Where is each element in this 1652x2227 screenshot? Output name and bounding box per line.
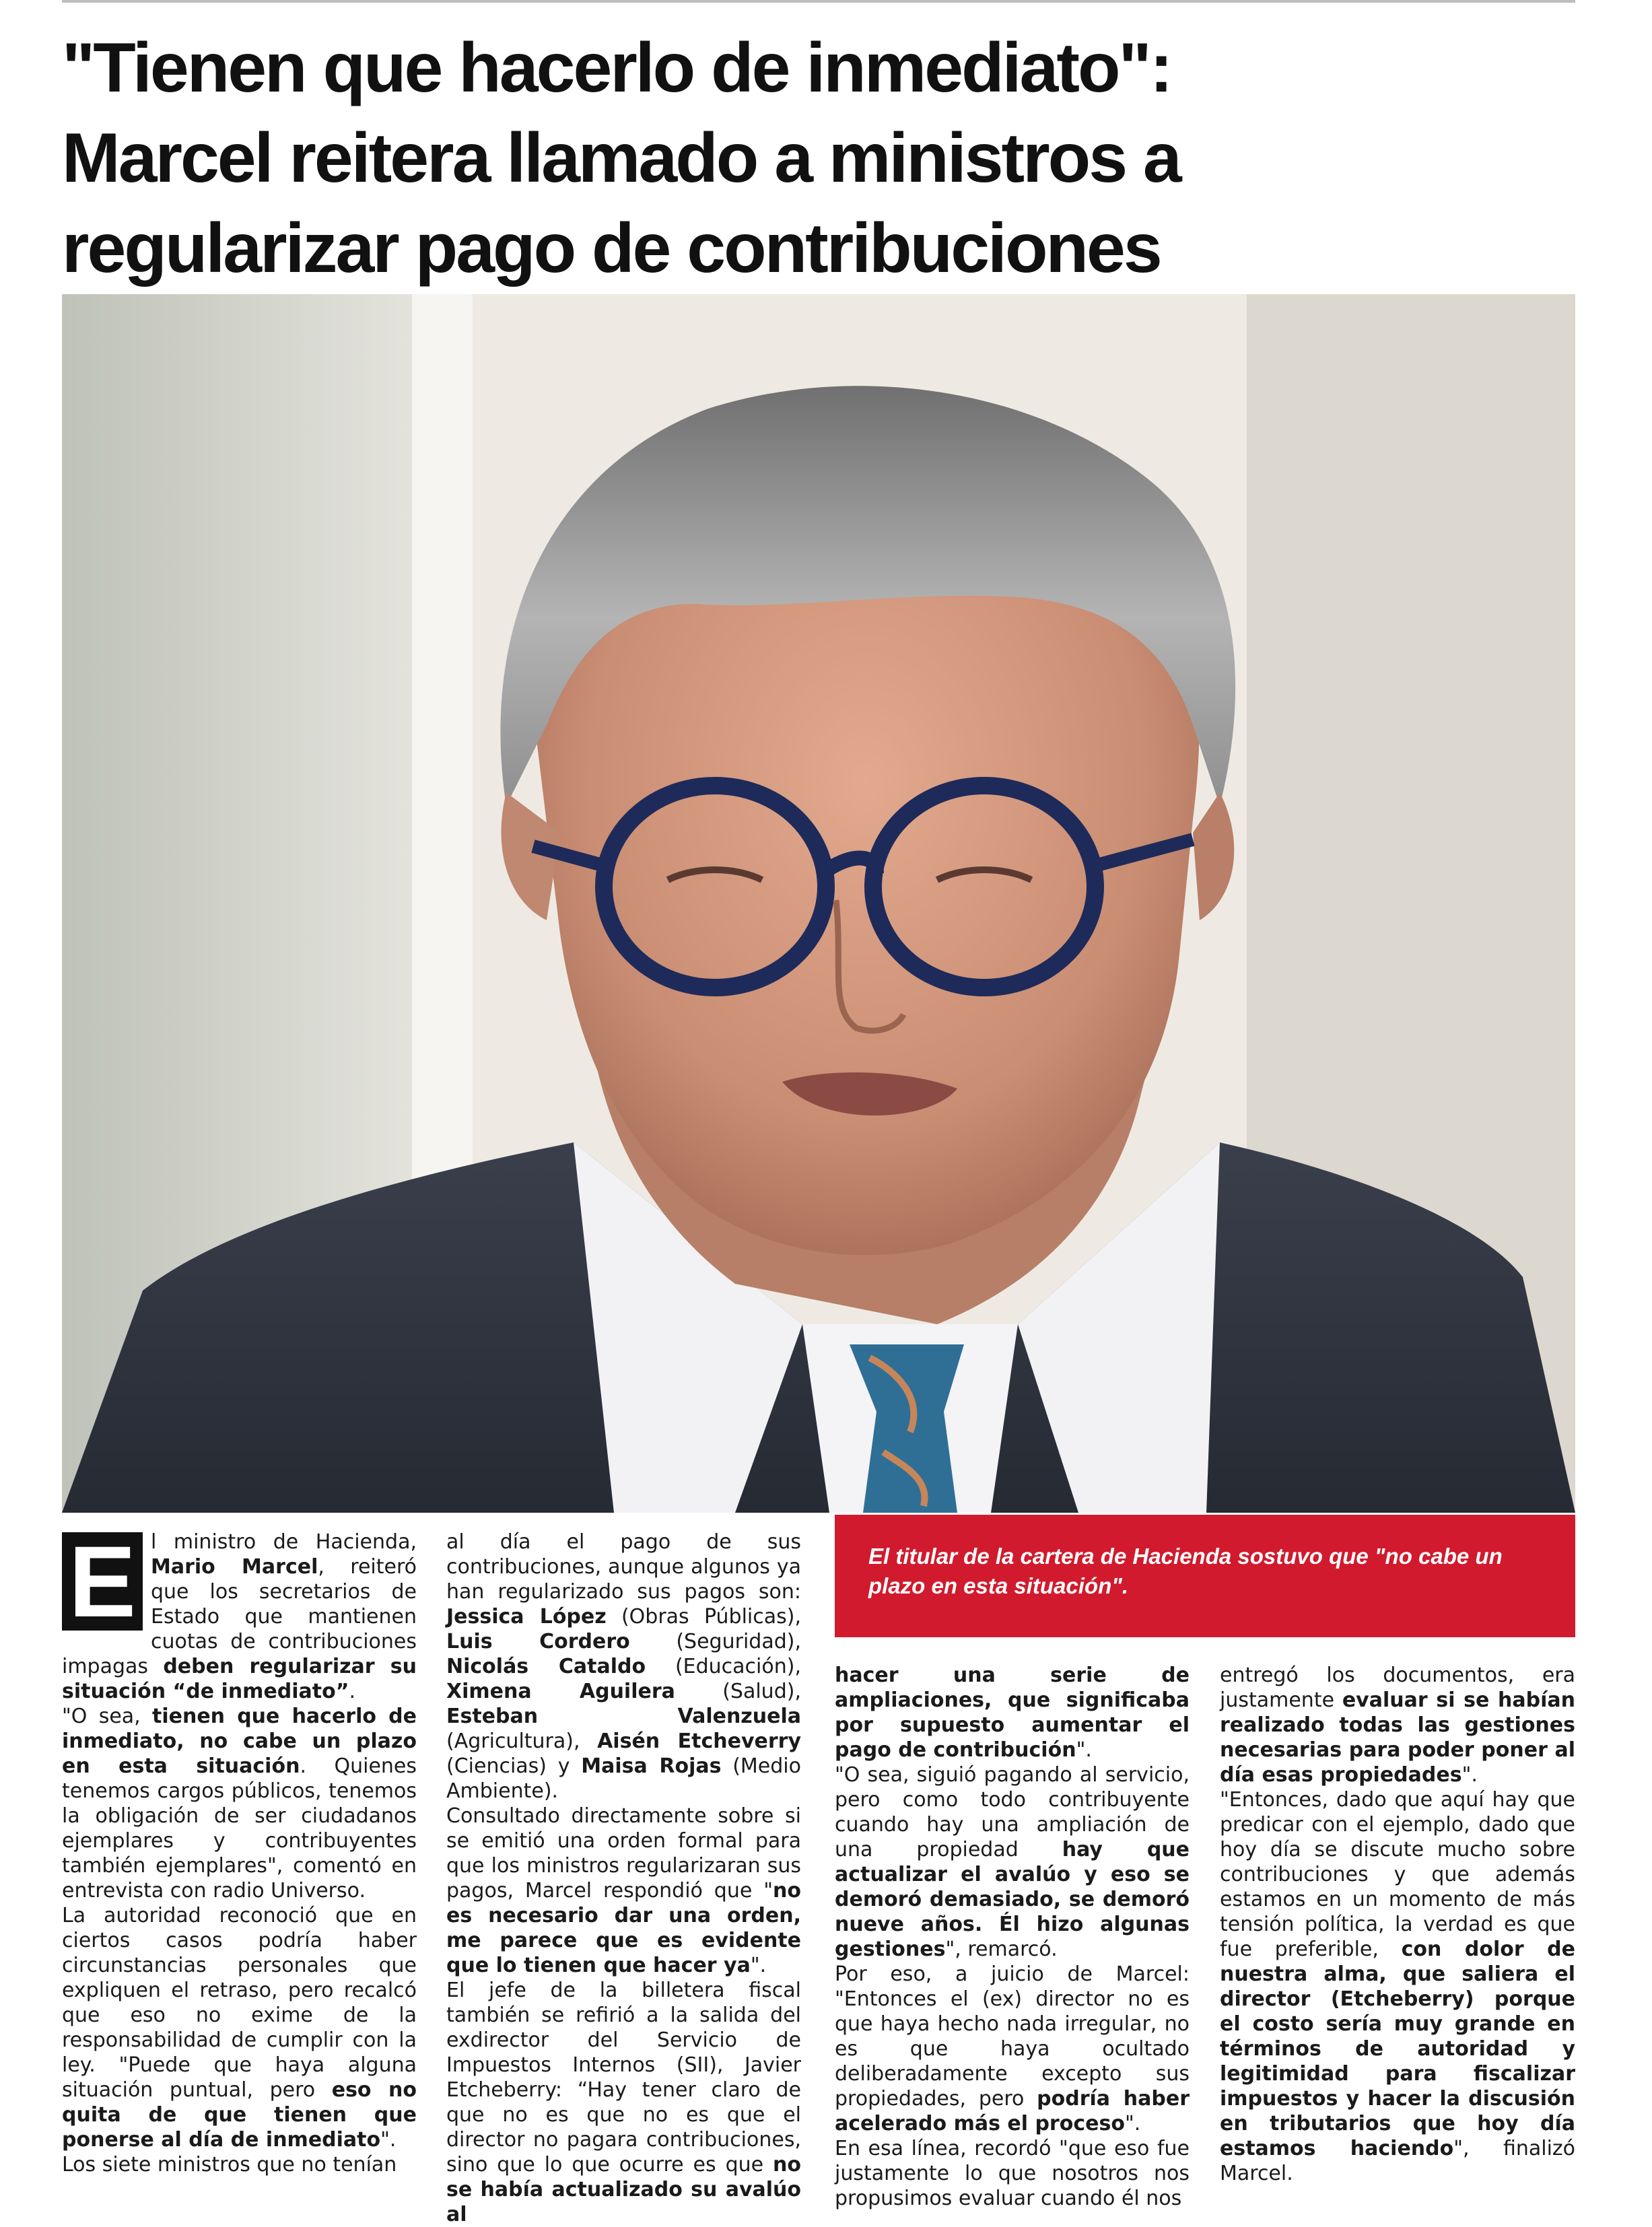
article-column-2 <box>446 1530 801 2227</box>
article-column-3 <box>835 1663 1190 2211</box>
headline-line-3: regularizar pago de contribuciones <box>62 209 1161 287</box>
headline <box>62 23 1583 294</box>
drop-cap-spacer <box>62 1530 151 1631</box>
paragraph: El jefe de la billetera fiscal también se refirió a la salida del exdirector del Servicio de Impuestos Internos (SII), Javier Etcheberry: “Hay tener claro de que no es que no es que el director no pagara contribuciones, sino que lo que ocurre es que no se había actualizado su avalúo al <box>446 1979 801 2226</box>
paragraph: "O sea, tienen que hacerlo de inmediato, no cabe un plazo en esta situación. Quienes tenemos cargos públicos, tenemos la obligación de ser ciudadanos ejemplares y contribuyentes también ejemplares", comentó en entrevista con radio Universo. <box>62 1705 417 1903</box>
headline-line-2: Marcel reitera llamado a ministros a <box>62 119 1180 197</box>
pull-quote-text: El titular de la cartera de Hacienda sostuvo que "no cabe un plazo en esta situación". <box>868 1544 1503 1598</box>
paragraph: Por eso, a juicio de Marcel: "Entonces el (ex) director no es que haya hecho nada irregular, no es que haya ocultado deliberadamente excepto sus propiedades, pero podría haber acelerado más el proceso". <box>835 1962 1190 2135</box>
portrait-illustration <box>62 294 1575 1513</box>
paragraph: entregó los documentos, era justamente evaluar si se habían realizado todas las gestiones necesarias para poder poner al día esas propiedades". <box>1220 1664 1576 1787</box>
paragraph: l ministro de Hacienda, Mario Marcel, reiteró que los secretarios de Estado que mantienen cuotas de contribuciones impagas deben regularizar su situación “de inmediato”. <box>62 1530 417 1703</box>
headline-line-1: "Tienen que hacerlo de inmediato": <box>62 29 1171 107</box>
drop-cap: E <box>62 1532 143 1631</box>
paragraph: "O sea, siguió pagando al servicio, pero como todo contribuyente cuando hay una ampliación de una propiedad hay que actualizar el avalúo y eso se demoró demasiado, se demoró nueve años. Él hizo algunas gestiones", remarcó. <box>835 1763 1190 1961</box>
paragraph: La autoridad reconoció que en ciertos casos podría haber circunstancias personales que expliquen el retraso, pero recalcó que eso no exime de la responsabilidad de cumplir con la ley. "Puede que haya alguna situación puntual, pero eso no quita de que tienen que ponerse al día de inmediato". <box>62 1904 417 2152</box>
article-column-1 <box>62 1530 417 2177</box>
paragraph: al día el pago de sus contribuciones, aunque algunos ya han regularizado sus pagos son: Jessica López (Obras Públicas), Luis Cordero (Seguridad), Nicolás Cataldo (Educación), Ximena Aguilera (Salud), Esteban Valenzuela (Agricultura), Aisén Etcheverry (Ciencias) y Maisa Rojas (Medio Ambiente). <box>446 1530 801 1803</box>
article-column-4 <box>1220 1663 1575 2186</box>
paragraph: hacer una serie de ampliaciones, que significaba por supuesto aumentar el pago de contribución". <box>835 1664 1190 1762</box>
portrait-photo <box>62 294 1575 1513</box>
paragraph: Consultado directamente sobre si se emitió una orden formal para que los ministros regularizaran sus pagos, Marcel respondió que "no es necesario dar una orden, me parece que es evidente que lo tienen que hacer ya". <box>446 1804 801 1977</box>
pull-quote-box <box>835 1515 1575 1637</box>
paragraph: "Entonces, dado que aquí hay que predicar con el ejemplo, dado que hoy día se discute mucho sobre contribuciones y que además estamos en un momento de más tensión política, la verdad es que fue preferible, con dolor de nuestra alma, que saliera el director (Etcheberry) porque el costo sería muy grande en términos de autoridad y legitimidad para fiscalizar impuestos y hacer la discusión en tributarios que hoy día estamos haciendo", finalizó Marcel. <box>1220 1788 1576 2185</box>
paragraph: Los siete ministros que no tenían <box>62 2153 397 2177</box>
paragraph: En esa línea, recordó "que eso fue justamente lo que nosotros nos propusimos evaluar cuando él nos <box>835 2137 1190 2210</box>
top-rule <box>62 0 1575 3</box>
